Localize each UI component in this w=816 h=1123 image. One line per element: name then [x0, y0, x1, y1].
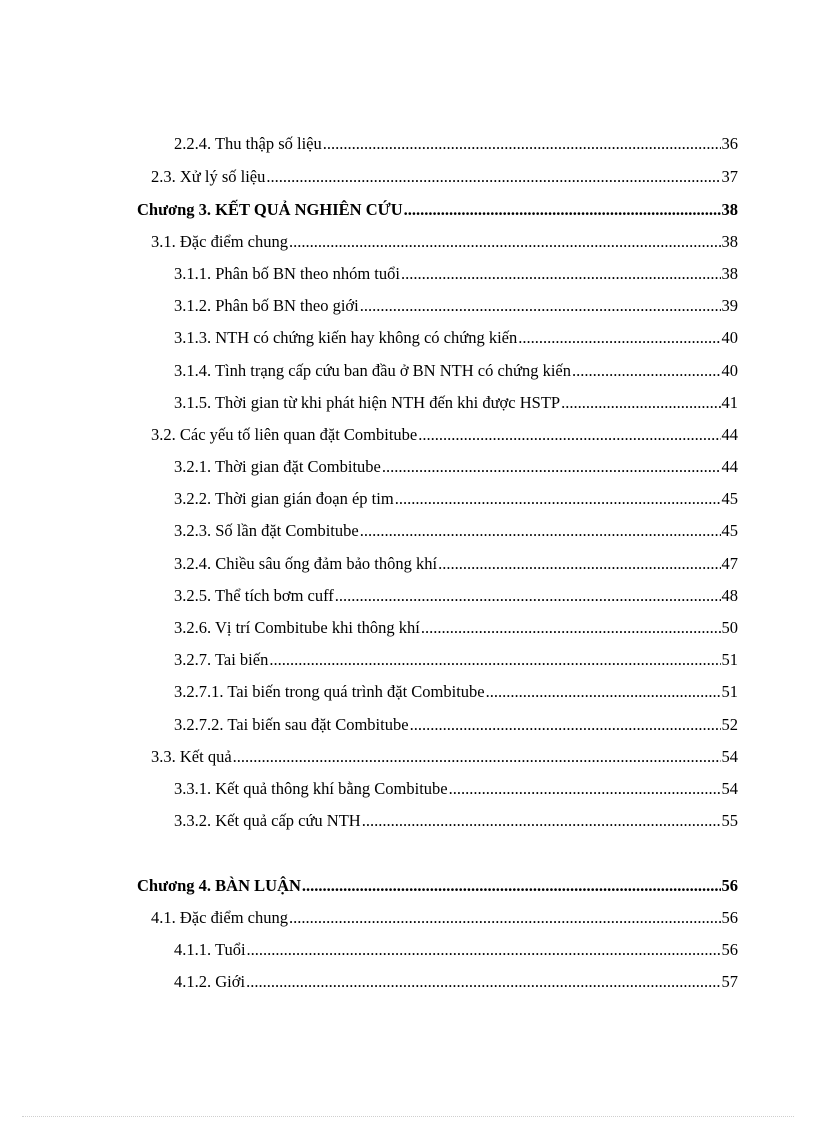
- toc-entry-3-1-2[interactable]: [174, 296, 738, 316]
- toc-entry-page: 51: [721, 650, 738, 669]
- toc-leader-dots: [382, 457, 721, 477]
- toc-entry-page: 36: [721, 134, 738, 153]
- toc-entry-label: 3.2.6. Vị trí Combitube khi thông khí: [174, 618, 420, 637]
- toc-leader-dots: [289, 232, 720, 252]
- toc-entry-label: 3.1. Đặc điểm chung: [151, 232, 289, 251]
- toc-entry-label: 3.1.2. Phân bố BN theo giới: [174, 296, 359, 315]
- toc-entry-3-1-4[interactable]: [174, 361, 738, 381]
- toc-leader-dots: [335, 586, 721, 606]
- toc-entry-label: 3.2. Các yếu tố liên quan đặt Combitube: [151, 425, 418, 444]
- toc-entry-label: 3.2.4. Chiều sâu ống đảm bảo thông khí: [174, 554, 438, 573]
- toc-entry-label: 3.2.1. Thời gian đặt Combitube: [174, 457, 381, 476]
- toc-entry-3-2-2[interactable]: [174, 489, 738, 509]
- toc-entry-3-2-5[interactable]: [174, 586, 738, 606]
- toc-entry-label: 2.3. Xử lý số liệu: [151, 167, 266, 186]
- toc-entry-page: 44: [721, 457, 738, 476]
- toc-entry-page: 54: [721, 747, 738, 766]
- toc-entry-2-3[interactable]: [151, 167, 738, 187]
- toc-entry-3-2-7-1[interactable]: [174, 682, 738, 702]
- toc-entry-page: 51: [721, 682, 738, 701]
- toc-entry-page: 45: [721, 489, 738, 508]
- toc-leader-dots: [247, 940, 721, 960]
- toc-entry-2-2-4[interactable]: [174, 134, 738, 154]
- toc-entry-4-1-1[interactable]: [174, 940, 738, 960]
- toc-entry-3-2-7[interactable]: [174, 650, 738, 670]
- toc-entry-page: 39: [721, 296, 738, 315]
- toc-entry-page: 52: [721, 715, 738, 734]
- toc-leader-dots: [302, 876, 721, 896]
- toc-entry-3-2[interactable]: [151, 425, 738, 445]
- toc-entry-label: 3.2.3. Số lần đặt Combitube: [174, 521, 359, 540]
- toc-entry-3-2-6[interactable]: [174, 618, 738, 638]
- toc-entry-page: 55: [721, 811, 738, 830]
- toc-entry-label: 3.2.7. Tai biến: [174, 650, 269, 669]
- toc-leader-dots: [572, 361, 720, 381]
- toc-entry-page: 44: [721, 425, 738, 444]
- toc-entry-label: 3.1.5. Thời gian từ khi phát hiện NTH đến khi được HSTP: [174, 393, 561, 412]
- toc-entry-label: 3.3.1. Kết quả thông khí bằng Combitube: [174, 779, 448, 798]
- toc-leader-dots: [269, 650, 720, 670]
- toc-entry-label: 3.1.4. Tình trạng cấp cứu ban đầu ở BN NTH có chứng kiến: [174, 361, 572, 380]
- toc-leader-dots: [323, 134, 721, 154]
- toc-leader-dots: [246, 972, 720, 992]
- toc-entry-3-3-2[interactable]: [174, 811, 738, 831]
- toc-entry-3-1-3[interactable]: [174, 328, 738, 348]
- toc-leader-dots: [360, 296, 721, 316]
- toc-entry-label: 3.2.7.2. Tai biến sau đặt Combitube: [174, 715, 409, 734]
- toc-leader-dots: [395, 489, 721, 509]
- toc-entry-3-2-3[interactable]: [174, 521, 738, 541]
- toc-entry-page: 41: [721, 393, 738, 412]
- toc-leader-dots: [360, 521, 721, 541]
- toc-entry-label: Chương 4. BÀN LUẬN: [137, 876, 301, 895]
- toc-entry-label: 3.1.3. NTH có chứng kiến hay không có chứng kiến: [174, 328, 518, 347]
- toc-entry-label: 3.3.2. Kết quả cấp cứu NTH: [174, 811, 361, 830]
- toc-entry-3-2-7-2[interactable]: [174, 715, 738, 735]
- page-bottom-border: [22, 1116, 794, 1117]
- toc-entry-3-1-1[interactable]: [174, 264, 738, 284]
- toc-leader-dots: [289, 908, 720, 928]
- toc-entry-label: 2.2.4. Thu thập số liệu: [174, 134, 322, 153]
- toc-entry-page: 54: [721, 779, 738, 798]
- toc-entry-page: 40: [721, 328, 738, 347]
- toc-entry-label: 4.1. Đặc điểm chung: [151, 908, 289, 927]
- toc-entry-page: 45: [721, 521, 738, 540]
- toc-entry-4-1[interactable]: [151, 908, 738, 928]
- toc-entry-label: 3.2.2. Thời gian gián đoạn ép tim: [174, 489, 394, 508]
- toc-entry-3-3[interactable]: [151, 747, 738, 767]
- toc-entry-page: 37: [721, 167, 738, 186]
- toc-leader-dots: [410, 715, 721, 735]
- toc-entry-page: 48: [721, 586, 738, 605]
- toc-entry-label: 3.2.5. Thể tích bơm cuff: [174, 586, 334, 605]
- toc-entry-label: 4.1.2. Giới: [174, 972, 246, 991]
- toc-entry-label: 3.3. Kết quả: [151, 747, 232, 766]
- toc-leader-dots: [561, 393, 720, 413]
- toc-leader-dots: [401, 264, 721, 284]
- toc-leader-dots: [518, 328, 720, 348]
- toc-leader-dots: [266, 167, 720, 187]
- toc-leader-dots: [438, 554, 720, 574]
- toc-leader-dots: [421, 618, 721, 638]
- toc-leader-dots: [362, 811, 721, 831]
- toc-entry-page: 56: [721, 940, 738, 959]
- toc-entry-page: 50: [721, 618, 738, 637]
- toc-entry-chapter-4[interactable]: [137, 876, 738, 896]
- toc-leader-dots: [418, 425, 720, 445]
- toc-leader-dots: [404, 200, 721, 220]
- toc-entry-label: 3.2.7.1. Tai biến trong quá trình đặt Combitube: [174, 682, 485, 701]
- toc-entry-page: 40: [721, 361, 738, 380]
- toc-entry-page: 47: [721, 554, 738, 573]
- toc-entry-3-2-1[interactable]: [174, 457, 738, 477]
- toc-entry-3-1-5[interactable]: [174, 393, 738, 413]
- toc-entry-page: 56: [721, 876, 738, 895]
- toc-entry-chapter-3[interactable]: [137, 200, 738, 220]
- toc-entry-page: 38: [721, 264, 738, 283]
- toc-leader-dots: [486, 682, 721, 702]
- toc-entry-page: 38: [721, 200, 738, 219]
- toc-entry-label: 4.1.1. Tuổi: [174, 940, 246, 959]
- toc-entry-label: 3.1.1. Phân bố BN theo nhóm tuổi: [174, 264, 400, 283]
- toc-entry-3-1[interactable]: [151, 232, 738, 252]
- toc-leader-dots: [449, 779, 721, 799]
- toc-leader-dots: [233, 747, 721, 767]
- toc-entry-3-2-4[interactable]: [174, 554, 738, 574]
- toc-entry-page: 56: [721, 908, 738, 927]
- toc-entry-page: 38: [721, 232, 738, 251]
- toc-entry-3-3-1[interactable]: [174, 779, 738, 799]
- toc-entry-label: Chương 3. KẾT QUẢ NGHIÊN CỨU: [137, 200, 403, 219]
- toc-entry-4-1-2[interactable]: [174, 972, 738, 992]
- toc-entry-page: 57: [721, 972, 738, 991]
